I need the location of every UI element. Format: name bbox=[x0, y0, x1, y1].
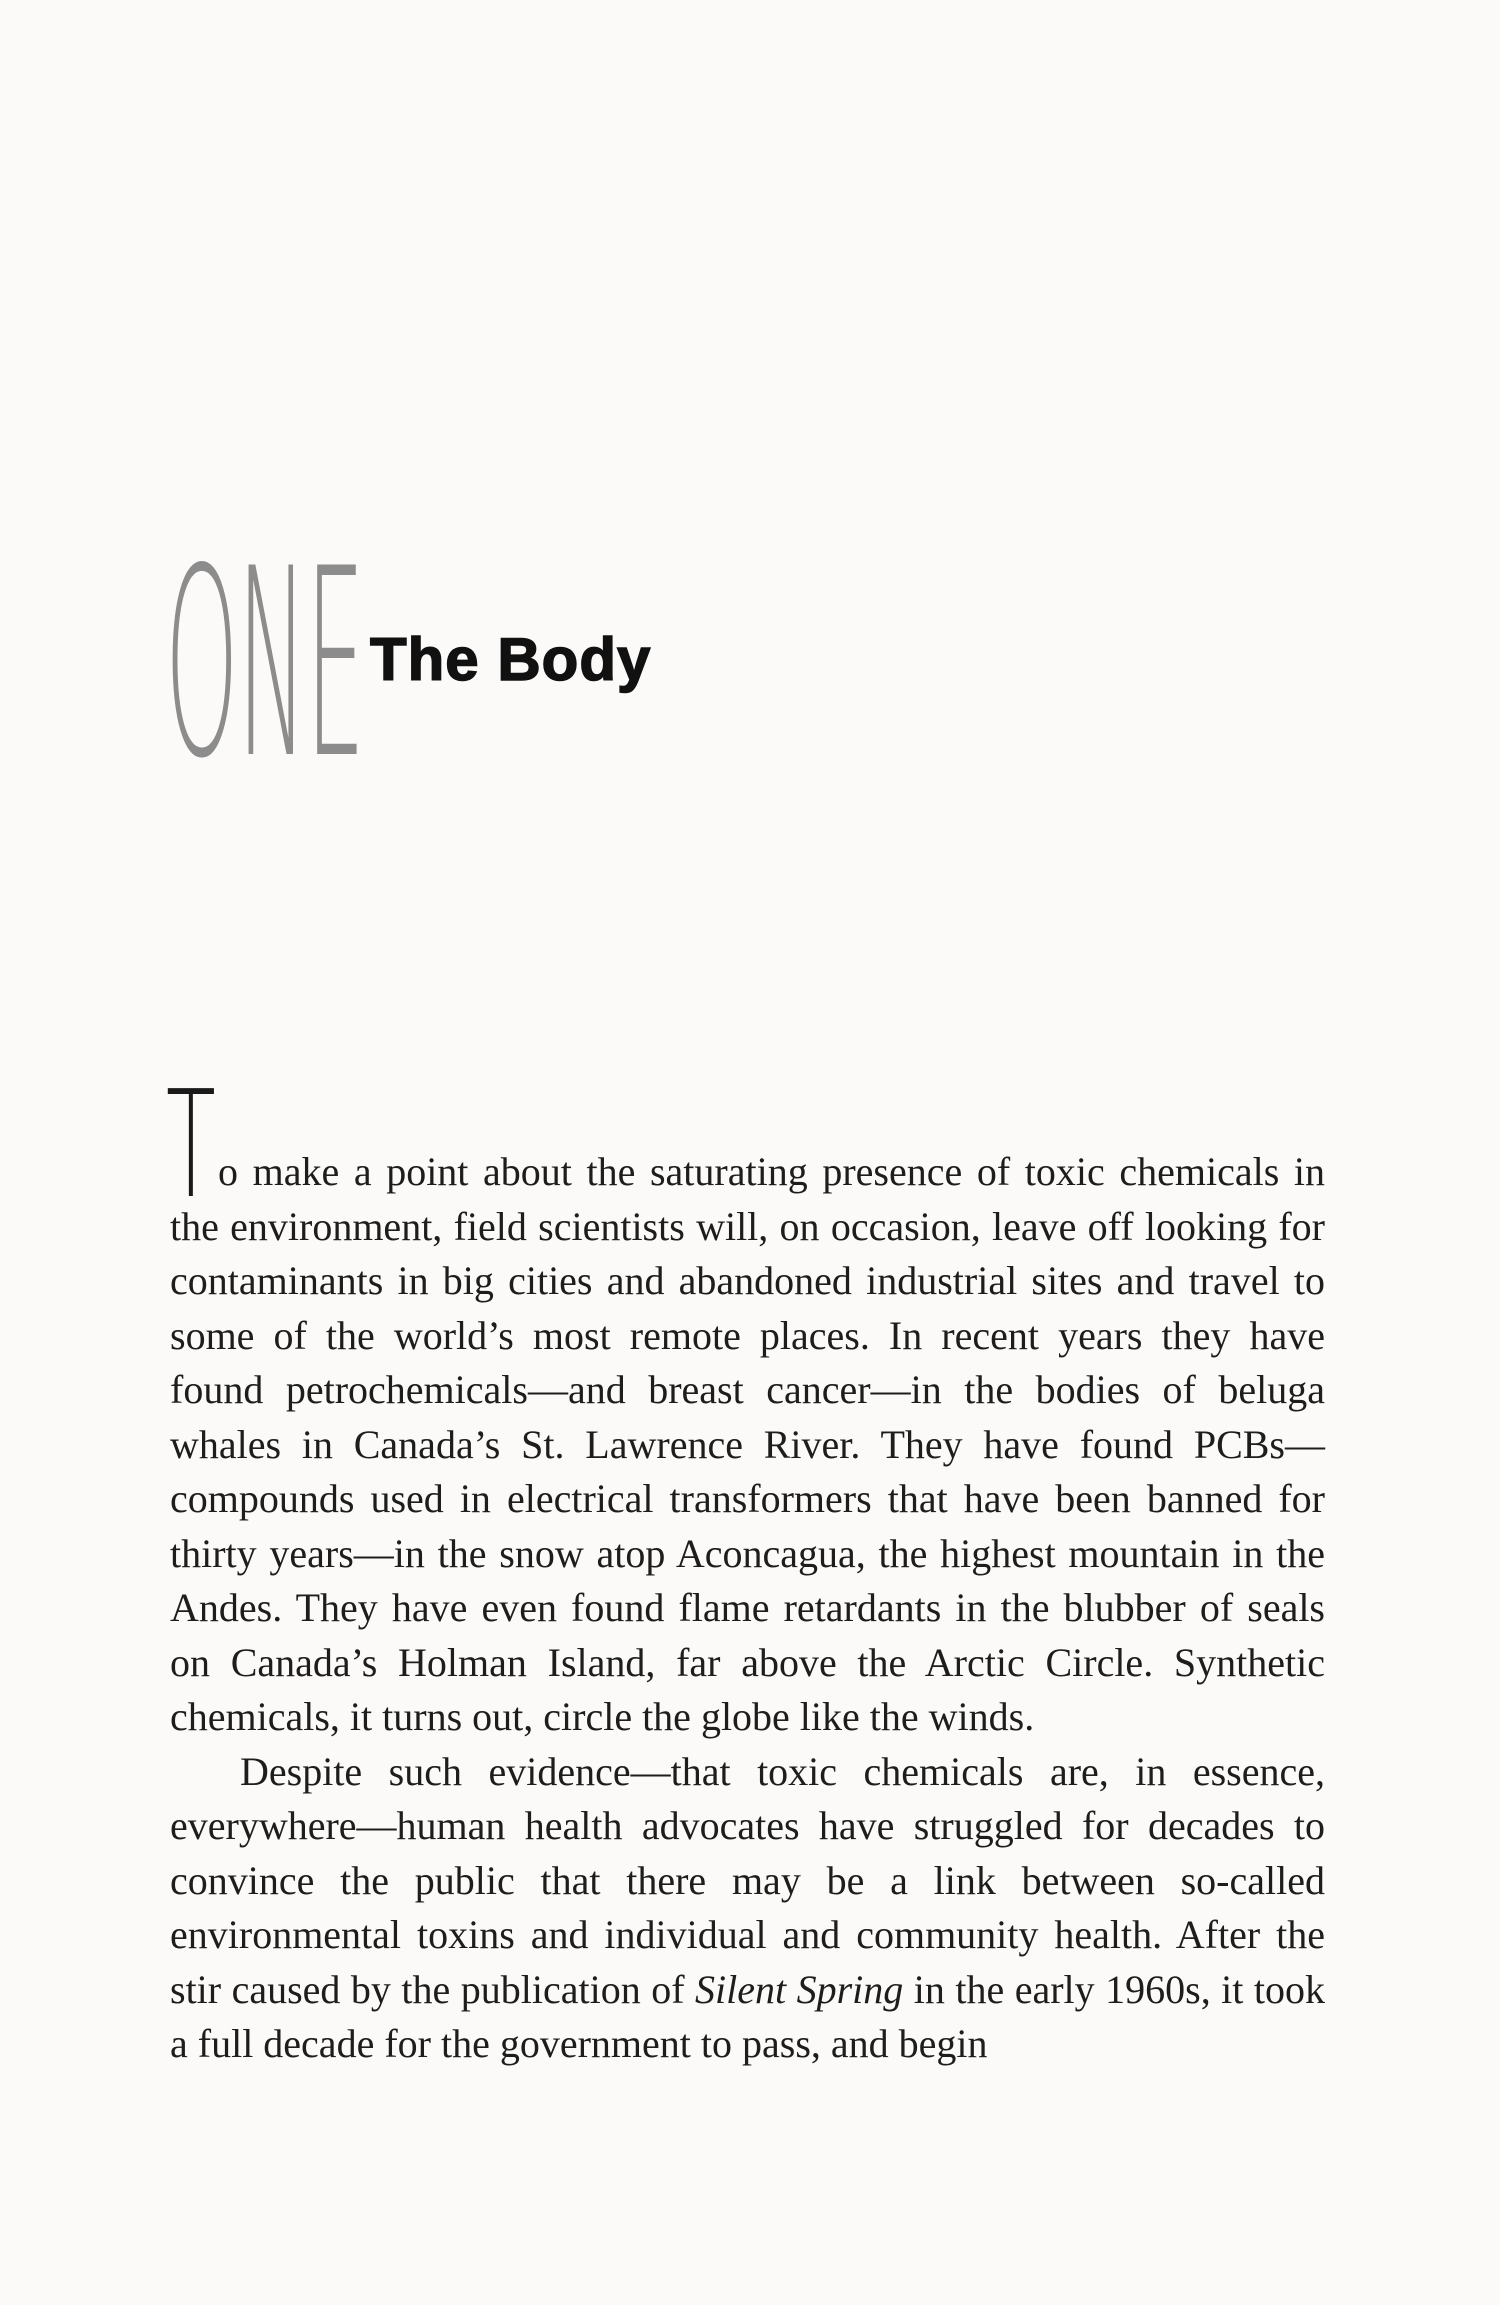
paragraph-2-text-before: Despite such evidence—that toxic chemicals are, in essence, everywhere—human health advocates have struggled for decades to convince the public that there may be a link between so-called environmental toxins and individual and community health. After the stir caused by the publication of bbox=[170, 1748, 1325, 2012]
paragraph-1 bbox=[166, 1059, 1325, 1745]
book-title-italic: Silent Spring bbox=[695, 1966, 904, 2012]
drop-cap: T bbox=[166, 1059, 216, 1231]
paragraph-2-text-after: in the early 1960s, it took a full decade for the government to pass, and begin bbox=[170, 1966, 1325, 2066]
chapter-title: The Body bbox=[370, 626, 652, 693]
paragraph-2 bbox=[170, 1745, 1325, 2072]
chapter-number: ONE bbox=[165, 514, 364, 816]
paragraph-1-text: o make a point about the saturating presence of toxic chemicals in the environment, field scientists will, on occasion, leave off looking for contaminants in big cities and abandoned industrial sites and travel to some of the world’s most remote places. In recent years they have found petrochemicals—and breast cancer—in the bodies of beluga whales in Canada’s St. Lawrence River. They have found PCBs—compounds used in electrical transformers that have been banned for thirty years—in the snow atop Aconcagua, the highest mountain in the Andes. They have even found flame retardants in the blubber of seals on Canada’s Holman Island, far above the Arctic Circle. Synthetic chemicals, it turns out, circle the globe like the winds. bbox=[170, 1149, 1325, 1739]
chapter-heading bbox=[165, 514, 652, 816]
chapter-body bbox=[166, 1059, 1325, 2072]
